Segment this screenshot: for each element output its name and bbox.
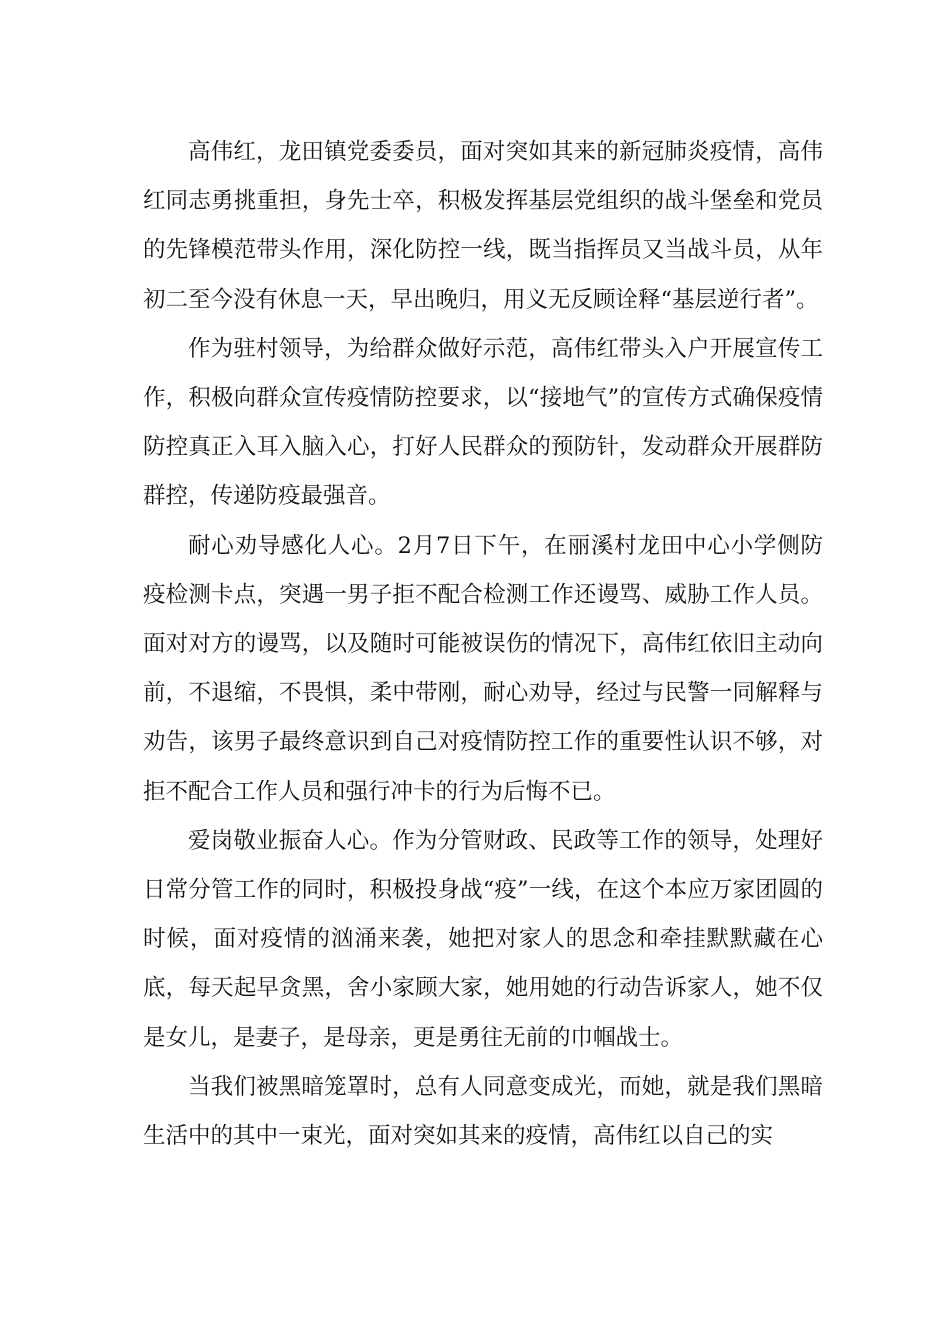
document-body [143,128,823,1161]
paragraph-5: 当我们被黑暗笼罩时，总有人同意变成光，而她，就是我们黑暗生活中的其中一束光，面对突如其来的疫情，高伟红以自己的实 [143,1073,823,1150]
paragraph-1: 高伟红，龙田镇党委委员，面对突如其来的新冠肺炎疫情，高伟红同志勇挑重担，身先士卒，积极发挥基层党组织的战斗堡垒和党员的先锋模范带头作用，深化防控一线，既当指挥员又当战斗员，从年初二至今没有休息一天，早出晚归，用义无反顾诠释“基层逆行者”。 [143,139,823,313]
paragraph-3: 耐心劝导感化人心。2月7日下午，在丽溪村龙田中心小学侧防疫检测卡点，突遇一男子拒不配合检测工作还谩骂、威胁工作人员。面对对方的谩骂，以及随时可能被误伤的情况下，高伟红依旧主动向前，不退缩，不畏惧，柔中带刚，耐心劝导，经过与民警一同解释与劝告，该男子最终意识到自己对疫情防控工作的重要性认识不够，对拒不配合工作人员和强行冲卡的行为后悔不已。 [143,532,823,805]
paragraph-4: 爱岗敬业振奋人心。作为分管财政、民政等工作的领导，处理好日常分管工作的同时，积极投身战“疫”一线，在这个本应万家团圆的时候，面对疫情的汹涌来袭，她把对家人的思念和牵挂默默藏在心底，每天起早贪黑，舍小家顾大家，她用她的行动告诉家人，她不仅是女儿，是妻子，是母亲，更是勇往无前的巾帼战士。 [143,827,823,1051]
paragraph-2: 作为驻村领导，为给群众做好示范，高伟红带头入户开展宣传工作，积极向群众宣传疫情防控要求，以“接地气”的宣传方式确保疫情防控真正入耳入脑入心，打好人民群众的预防针，发动群众开展群防群控，传递防疫最强音。 [143,335,823,510]
